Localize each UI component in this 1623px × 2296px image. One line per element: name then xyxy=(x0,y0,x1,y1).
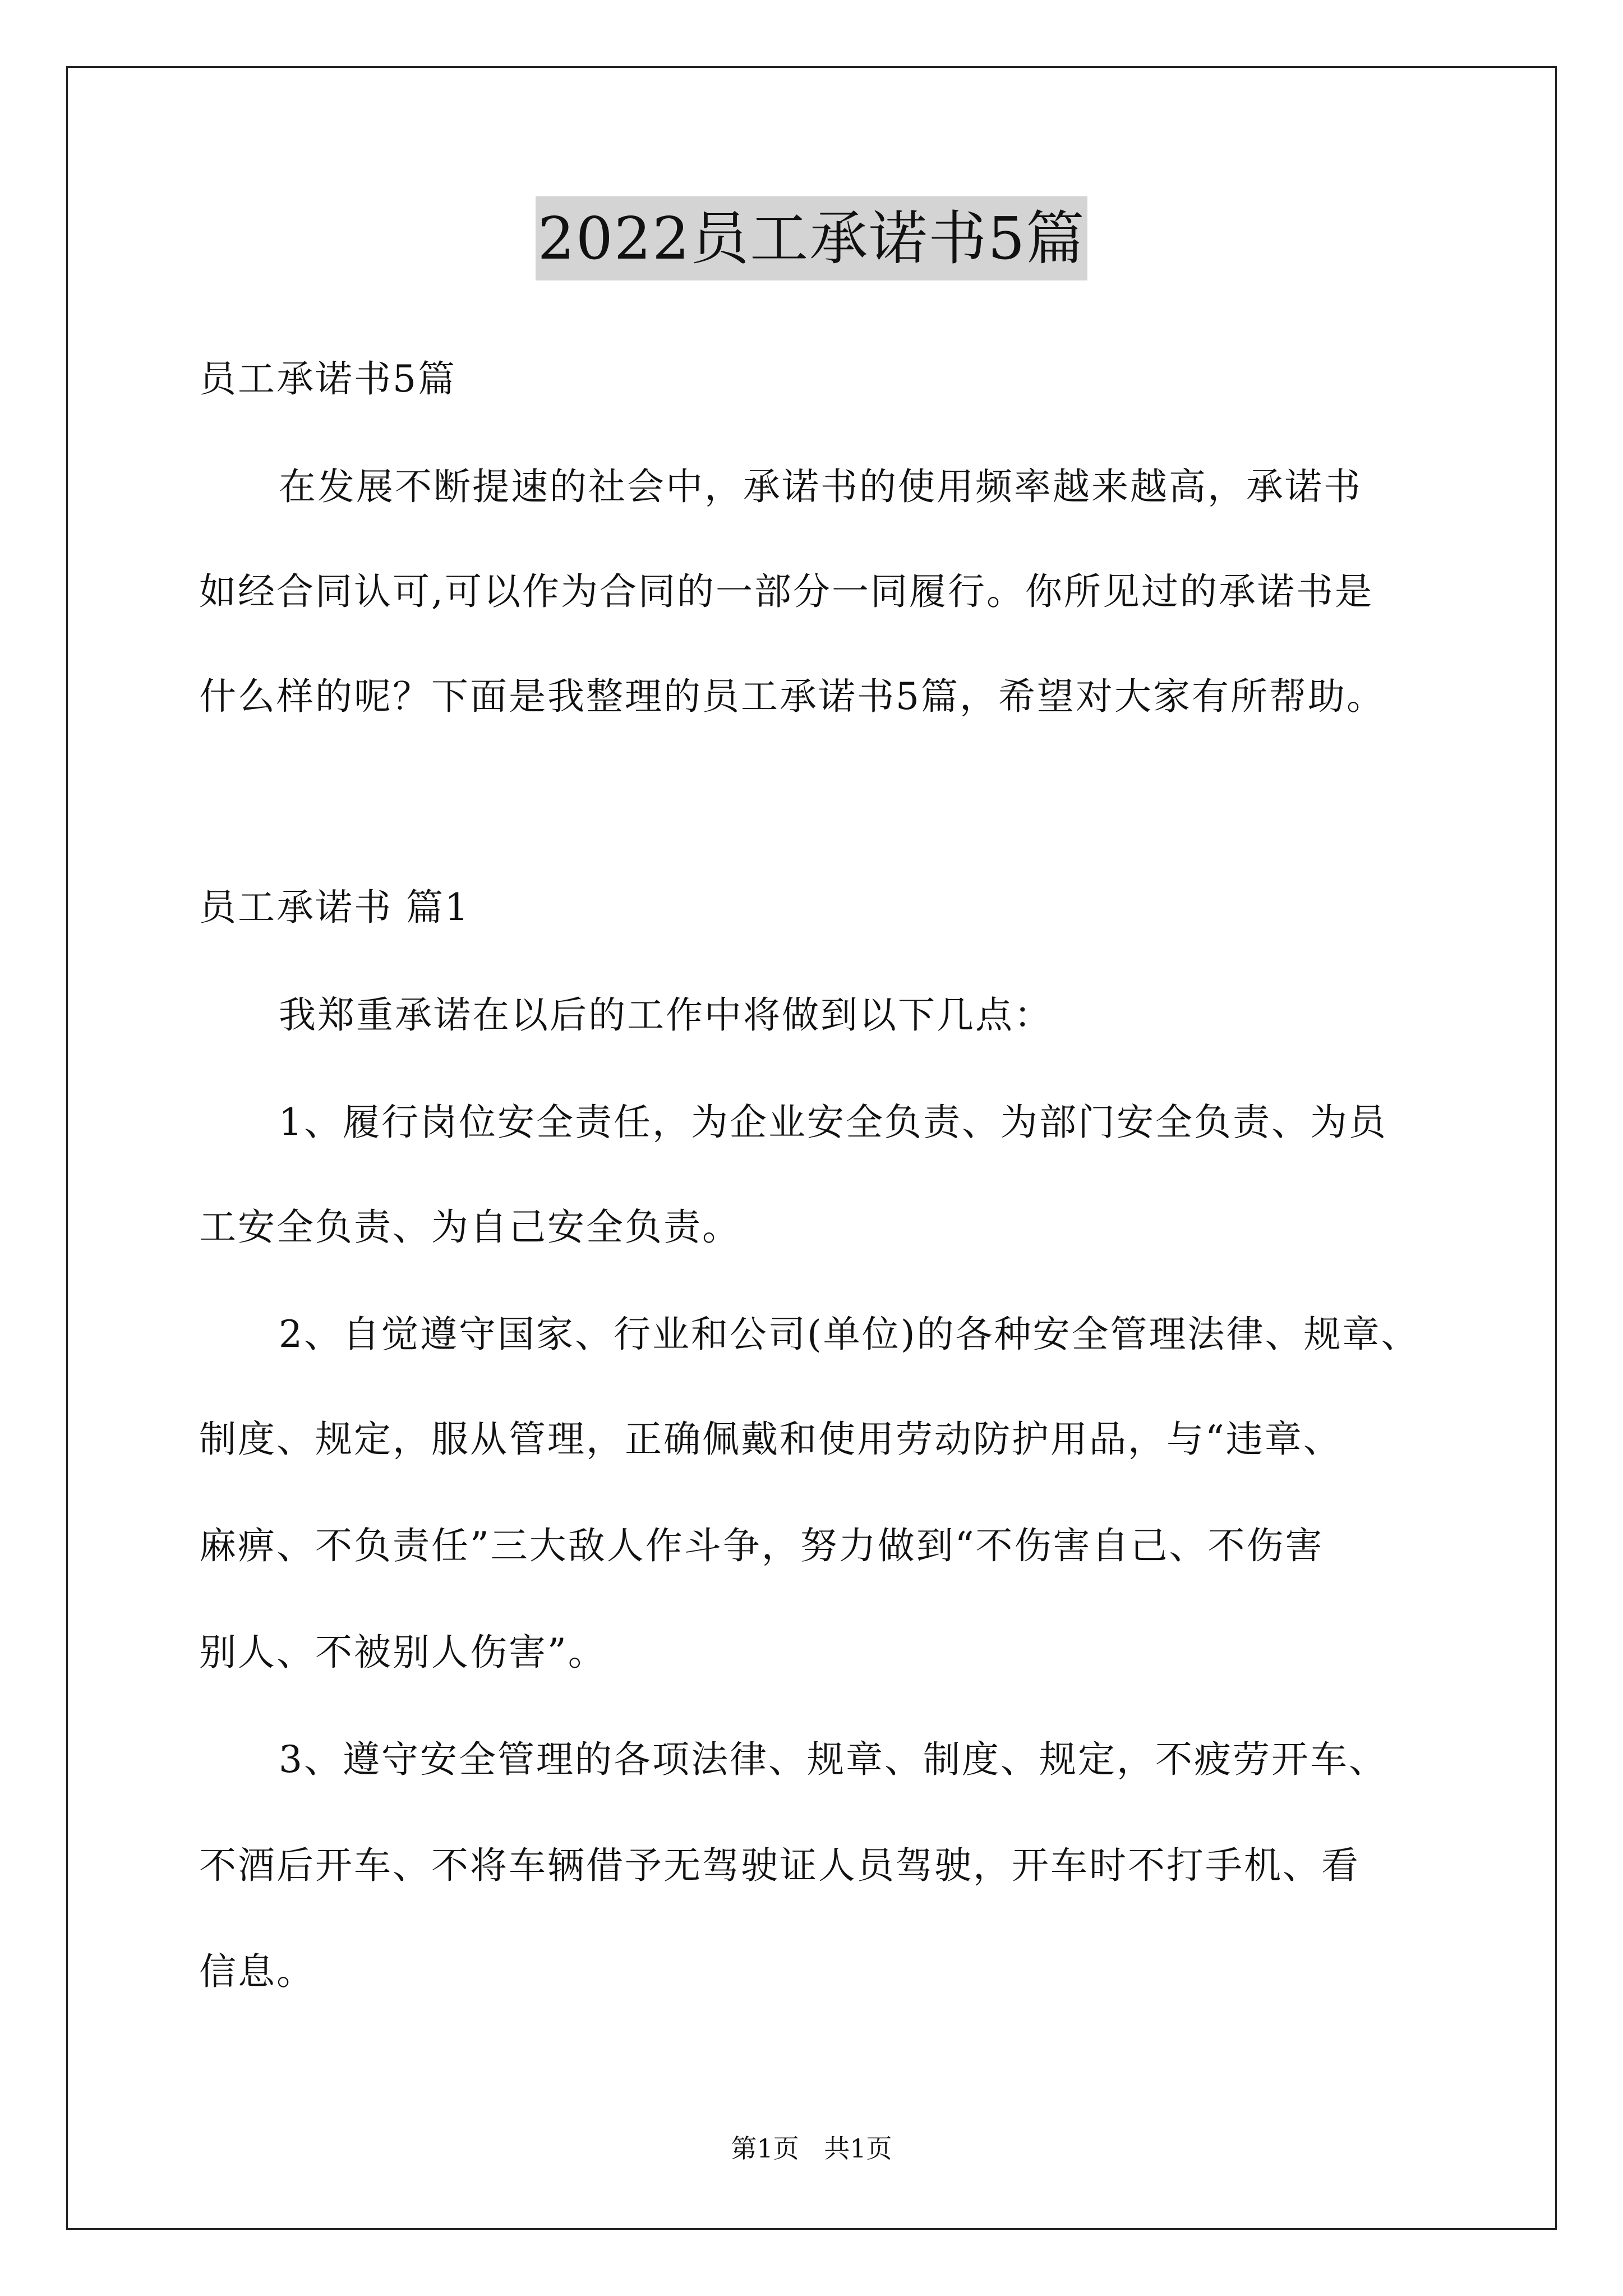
subtitle: 员工承诺书5篇 xyxy=(199,357,457,401)
page-footer: 第1页 共1页 xyxy=(731,2133,892,2164)
body-line-6: 麻痹、不负责任”三大敌人作斗争，努力做到“不伤害自己、不伤害 xyxy=(199,1524,1324,1567)
title-container xyxy=(0,196,1623,280)
body-line-8: 3、遵守安全管理的各项法律、规章、制度、规定，不疲劳开车、 xyxy=(279,1738,1387,1781)
section-heading: 员工承诺书 篇1 xyxy=(199,886,470,929)
body-line-9: 不酒后开车、不将车辆借予无驾驶证人员驾驶，开车时不打手机、看 xyxy=(199,1844,1360,1887)
intro-line-1: 在发展不断提速的社会中，承诺书的使用频率越来越高，承诺书 xyxy=(279,465,1362,508)
intro-line-3: 什么样的呢？下面是我整理的员工承诺书5篇，希望对大家有所帮助。 xyxy=(199,675,1385,718)
body-line-1: 我郑重承诺在以后的工作中将做到以下几点： xyxy=(279,993,1053,1037)
intro-line-2: 如经合同认可,可以作为合同的一部分一同履行。你所见过的承诺书是 xyxy=(199,570,1373,613)
document-title: 2022员工承诺书5篇 xyxy=(536,196,1088,280)
body-line-3: 工安全负责、为自己安全负责。 xyxy=(199,1205,741,1249)
body-line-5: 制度、规定，服从管理，正确佩戴和使用劳动防护用品，与“违章、 xyxy=(199,1418,1342,1461)
body-line-4: 2、自觉遵守国家、行业和公司(单位)的各种安全管理法律、规章、 xyxy=(279,1313,1420,1356)
body-line-2: 1、履行岗位安全责任，为企业安全负责、为部门安全负责、为员 xyxy=(279,1101,1387,1144)
body-line-7: 别人、不被别人伤害”。 xyxy=(199,1631,607,1674)
body-line-10: 信息。 xyxy=(199,1950,315,1993)
